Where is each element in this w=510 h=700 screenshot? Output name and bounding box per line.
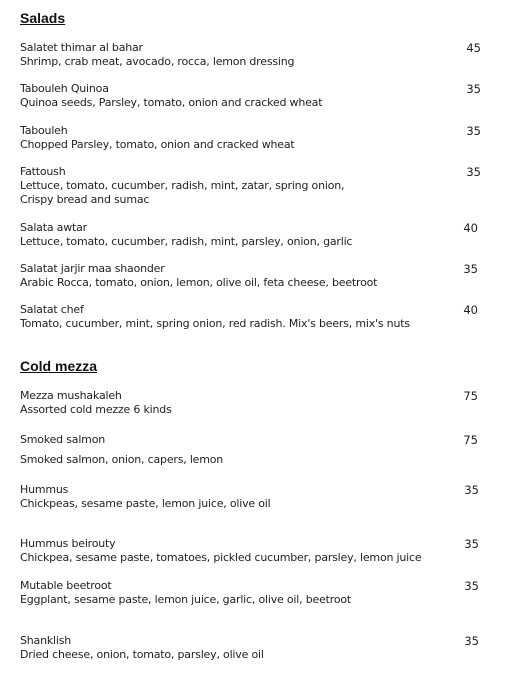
item-name: Smoked salmon xyxy=(20,433,105,446)
item-price: 35 xyxy=(464,537,479,551)
item-name: Hummus beirouty xyxy=(20,537,116,550)
item-price: 75 xyxy=(463,389,478,403)
item-description: Chickpeas, sesame paste, lemon juice, olive oil xyxy=(20,497,271,510)
item-name: Mezza mushakaleh xyxy=(20,389,122,402)
item-name: Salata awtar xyxy=(20,221,87,234)
item-name: Tabouleh xyxy=(20,124,68,137)
item-description: Smoked salmon, onion, capers, lemon xyxy=(20,453,224,466)
item-price: 45 xyxy=(466,41,481,55)
section-title-cold-mezza: Cold mezza xyxy=(20,358,98,374)
item-name: Fattoush xyxy=(20,165,66,178)
item-name: Hummus xyxy=(20,483,69,496)
section-title-salads: Salads xyxy=(20,10,66,26)
item-name: Salatet thimar al bahar xyxy=(20,41,143,54)
item-description: Shrimp, crab meat, avocado, rocca, lemon dressing xyxy=(20,55,295,68)
item-description: Tomato, cucumber, mint, spring onion, red radish. Mix's beers, mix's nuts xyxy=(20,317,410,330)
item-name: Shanklish xyxy=(20,634,72,647)
item-description: Chickpea, sesame paste, tomatoes, pickled cucumber, parsley, lemon juice xyxy=(20,551,422,564)
item-description: Chopped Parsley, tomato, onion and cracked wheat xyxy=(20,138,295,151)
item-name: Salatat jarjir maa shaonder xyxy=(20,262,165,275)
item-description: Eggplant, sesame paste, lemon juice, garlic, olive oil, beetroot xyxy=(20,593,352,606)
item-description: Lettuce, tomato, cucumber, radish, mint, zatar, spring onion, xyxy=(20,179,345,192)
item-description: Quinoa seeds, Parsley, tomato, onion and cracked wheat xyxy=(20,96,323,109)
item-price: 35 xyxy=(464,483,479,497)
item-price: 35 xyxy=(466,82,481,96)
item-price: 75 xyxy=(463,433,478,447)
item-price: 40 xyxy=(463,303,478,317)
item-price: 35 xyxy=(463,262,478,276)
item-description: Dried cheese, onion, tomato, parsley, olive oil xyxy=(20,648,264,661)
item-price: 35 xyxy=(464,579,479,593)
item-price: 35 xyxy=(466,124,481,138)
item-description: Crispy bread and sumac xyxy=(20,193,150,206)
item-description: Arabic Rocca, tomato, onion, lemon, olive oil, feta cheese, beetroot xyxy=(20,276,378,289)
item-name: Salatat chef xyxy=(20,303,84,316)
item-description: Assorted cold mezze 6 kinds xyxy=(20,403,172,416)
item-price: 40 xyxy=(463,221,478,235)
item-price: 35 xyxy=(464,634,479,648)
item-description: Lettuce, tomato, cucumber, radish, mint, parsley, onion, garlic xyxy=(20,235,353,248)
item-price: 35 xyxy=(466,165,481,179)
item-name: Tabouleh Quinoa xyxy=(20,82,109,95)
item-name: Mutable beetroot xyxy=(20,579,112,592)
